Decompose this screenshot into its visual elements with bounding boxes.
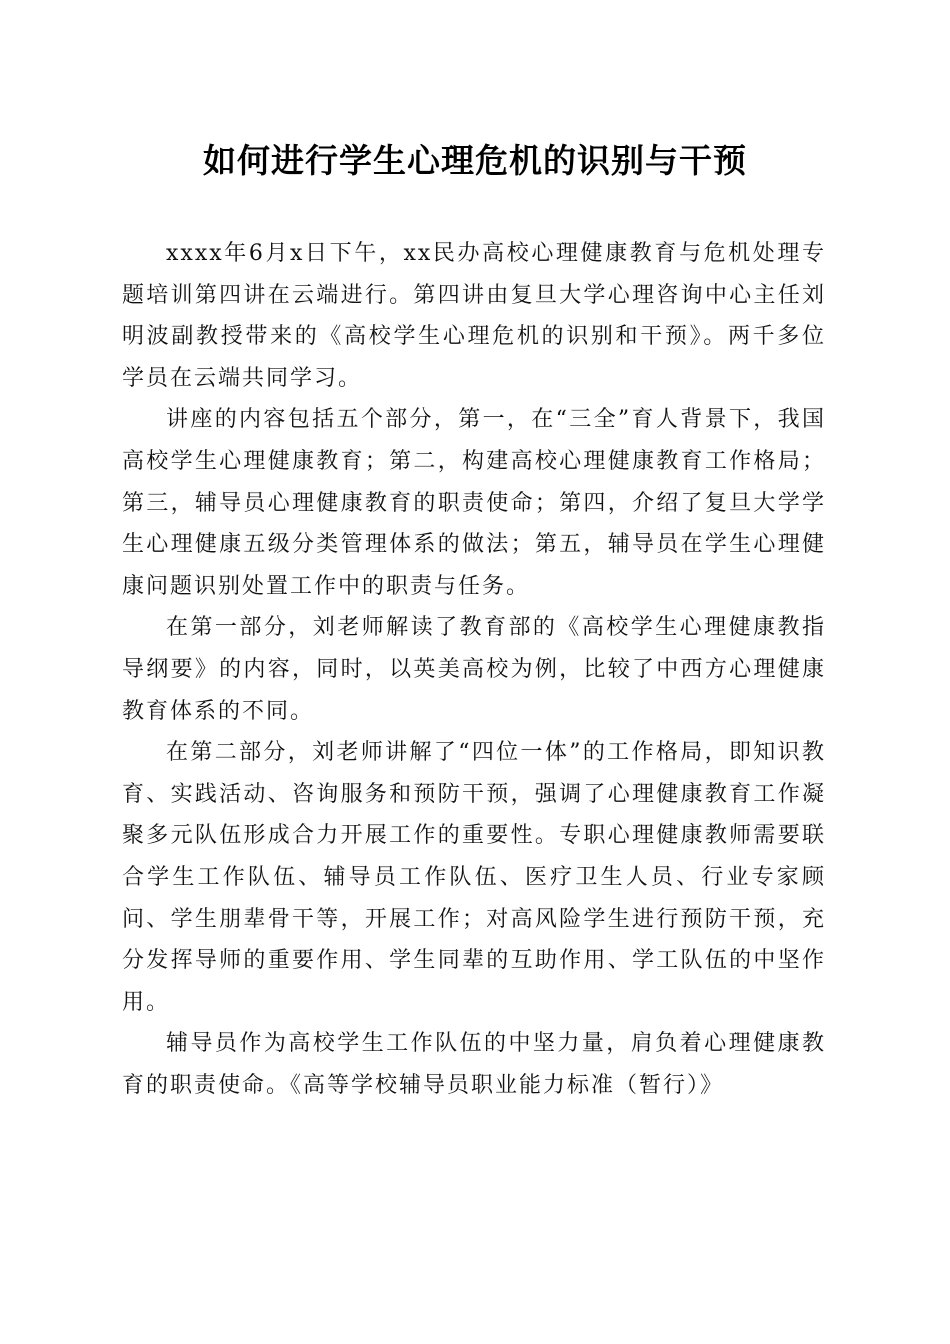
paragraph-intro: xxxx年6月x日下午，xx民办高校心理健康教育与危机处理专题培训第四讲在云端进行。第四讲由复旦大学心理咨询中心主任刘明波副教授带来的《高校学生心理危机的识别和干预》。两千多位学员在云端共同学习。 — [122, 241, 826, 391]
paragraph-part-two: 在第二部分，刘老师讲解了“四位一体”的工作格局，即知识教育、实践活动、咨询服务和预防干预，强调了心理健康教育工作凝聚多元队伍形成合力开展工作的重要性。专职心理健康教师需要联合学生工作队伍、辅导员工作队伍、医疗卫生人员、行业专家顾问、学生朋辈骨干等，开展工作；对高风险学生进行预防干预，充分发挥导师的重要作用、学生同辈的互助作用、学工队伍的中坚作用。 — [122, 740, 826, 1015]
paragraph-outline: 讲座的内容包括五个部分，第一，在“三全”育人背景下，我国高校学生心理健康教育；第二，构建高校心理健康教育工作格局；第三，辅导员心理健康教育的职责使命；第四，介绍了复旦大学学生心理健康五级分类管理体系的做法；第五，辅导员在学生心理健康问题识别处置工作中的职责与任务。 — [122, 407, 826, 599]
document-body — [122, 233, 826, 1106]
document-title: 如何进行学生心理危机的识别与干预 — [203, 141, 747, 180]
paragraph-counselor-role: 辅导员作为高校学生工作队伍的中坚力量，肩负着心理健康教育的职责使命。《高等学校辅导员职业能力标准（暂行）》 — [122, 1031, 826, 1098]
paragraph-part-one: 在第一部分，刘老师解读了教育部的《高校学生心理健康教指导纲要》的内容，同时，以英美高校为例，比较了中西方心理健康教育体系的不同。 — [122, 615, 826, 724]
